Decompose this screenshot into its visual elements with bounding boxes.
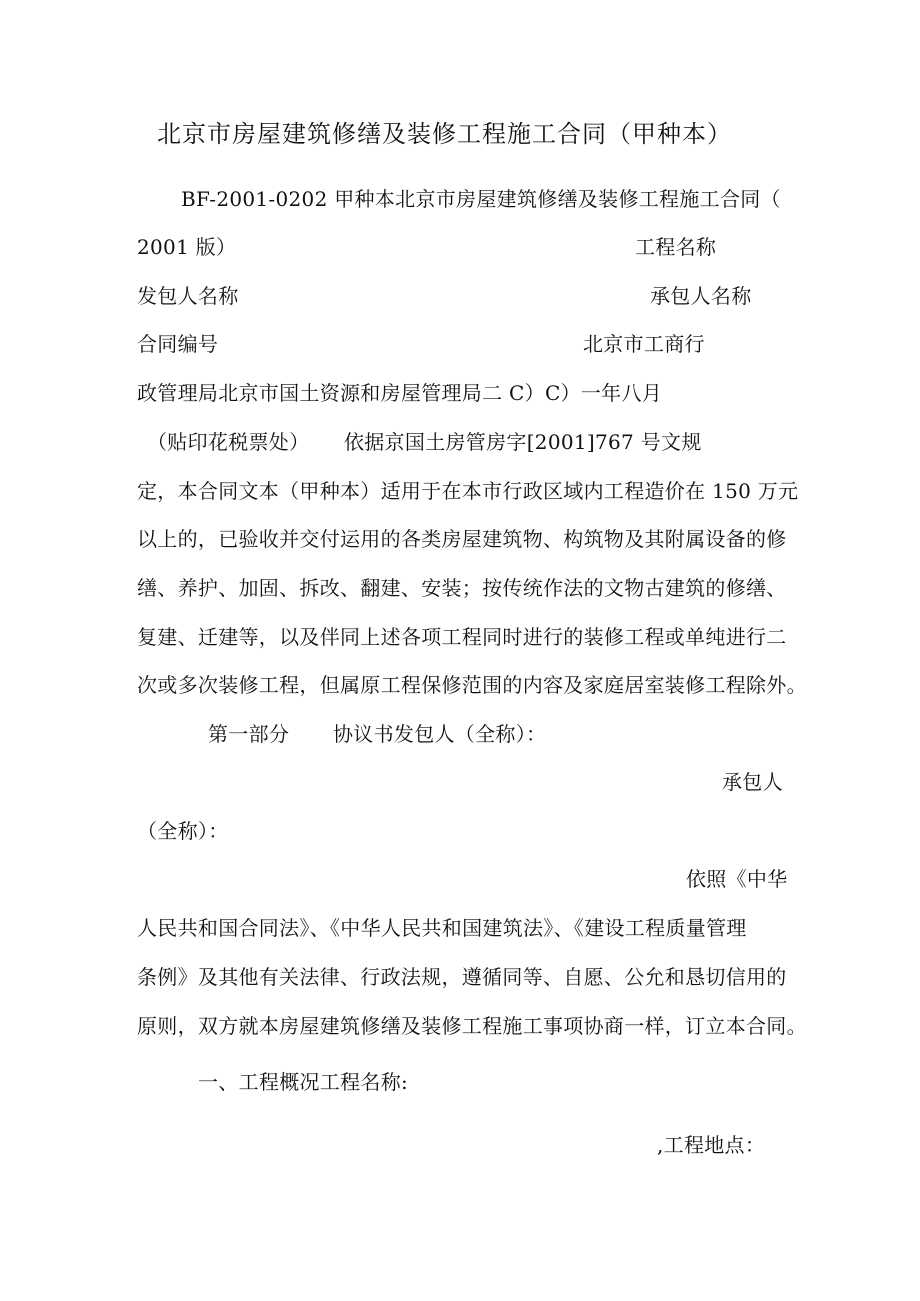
scope-line: 缮、养护、加固、拆改、翻建、安装；按传统作法的文物古建筑的修缮、	[137, 576, 787, 600]
contract-number-label: 合同编号	[137, 332, 219, 356]
scope-line: 次或多次装修工程，但属原工程保修范围的内容及家庭居室装修工程除外。	[137, 673, 807, 697]
basis-text: 依据京国土房管房字[2001]767 号文规	[344, 430, 702, 454]
contractor-name-label: 承包人名称	[650, 284, 752, 308]
scope-line: 复建、迁建等，以及伴同上述各项工程同时进行的装修工程或单纯进行二	[137, 625, 787, 649]
project-name-label: 工程名称	[635, 235, 717, 259]
section-one-heading: 一、工程概况工程名称:	[198, 1070, 409, 1094]
law-line: 条例》及其他有关法律、行政法规，遵循同等、自愿、公允和恳切信用的	[137, 965, 787, 989]
law-line: 人民共和国合同法》、《中华人民共和国建筑法》、《建设工程质量管理	[137, 916, 747, 940]
issuer-line: 政管理局北京市国土资源和房屋管理局二 C）C）一年八月	[137, 381, 663, 405]
part-one-heading: 第一部分	[208, 722, 290, 746]
stamp-note: （贴印花税票处）	[147, 430, 310, 454]
law-line: 原则，双方就本房屋建筑修缮及装修工程施工事项协商一样，订立本合同。	[137, 1014, 807, 1038]
scope-line: 定，本合同文本（甲种本）适用于在本市行政区域内工程造价在 150 万元	[137, 479, 799, 503]
project-location-label: ,工程地点：	[657, 1133, 766, 1157]
document-version: 2001 版）	[137, 235, 237, 259]
employer-name-label: 发包人名称	[137, 284, 239, 308]
document-title: 北京市房屋建筑修缮及装修工程施工合同（甲种本）	[157, 120, 732, 148]
full-name-label: （全称）：	[137, 819, 229, 843]
contractor-label: 承包人	[722, 770, 783, 794]
agreement-employer-label: 协议书发包人（全称）：	[333, 722, 547, 746]
issuer-line-start: 北京市工商行	[583, 332, 705, 356]
basis-start: 依照《中华	[686, 867, 788, 891]
scope-line: 以上的，已验收并交付运用的各类房屋建筑物、构筑物及其附属设备的修	[137, 527, 787, 551]
document-code-line: BF-2001-0202 甲种本北京市房屋建筑修缮及装修工程施工合同（	[181, 187, 781, 211]
